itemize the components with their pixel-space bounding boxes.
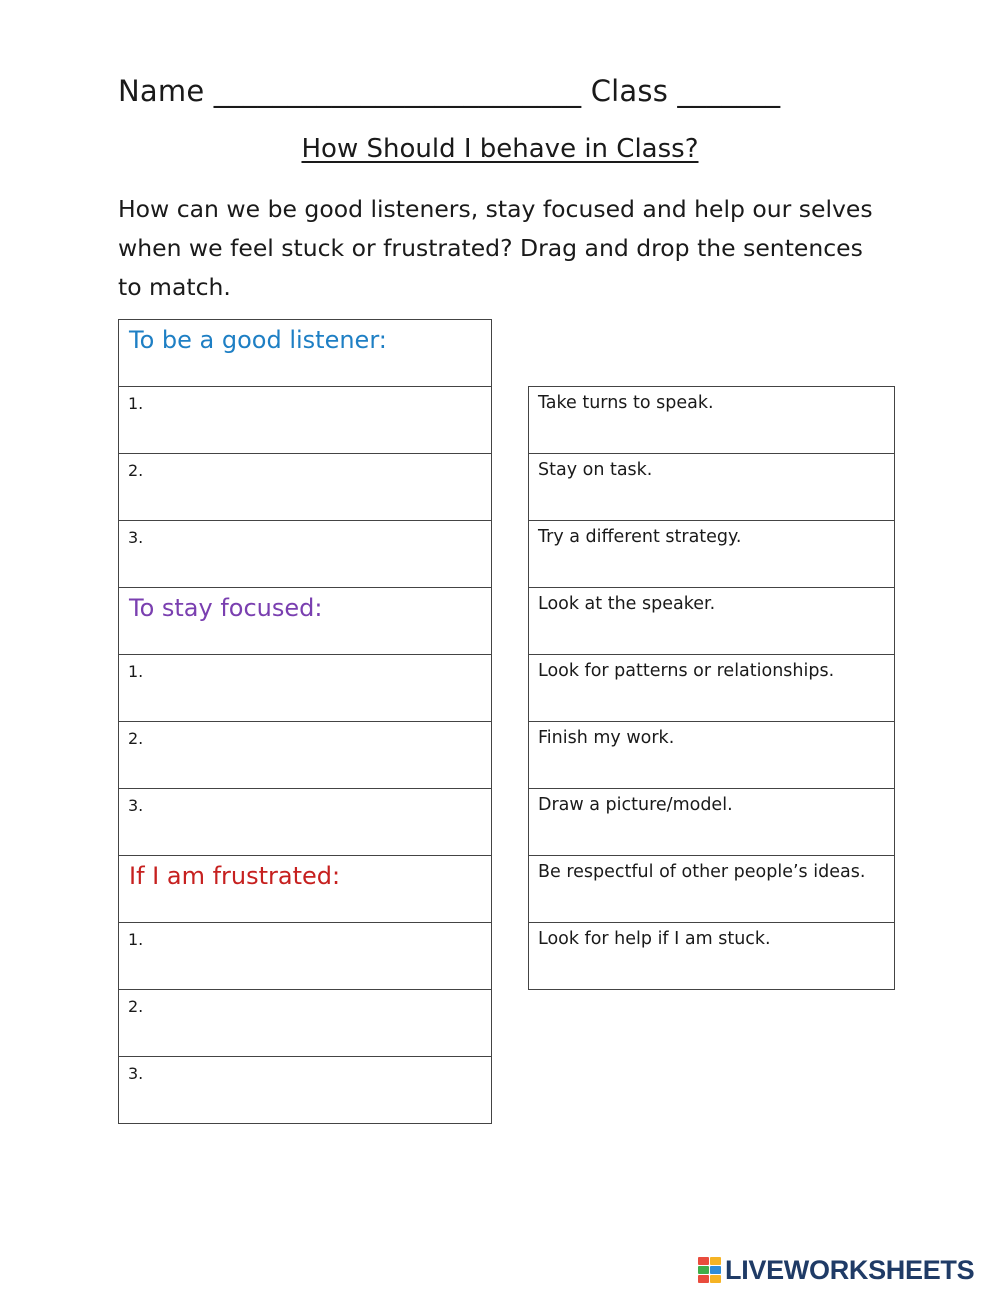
liveworksheets-brand [698,1255,974,1285]
logo-block [710,1257,721,1265]
section-heading-focused [119,588,492,655]
name-blank[interactable]: _________________________ [213,74,582,108]
drop-zone[interactable] [119,387,492,454]
row-number: 3. [128,1064,144,1083]
sentence-text: Stay on task. [538,460,653,480]
class-blank[interactable]: _______ [677,74,781,108]
name-label: Name [118,74,205,108]
row-number: 2. [128,997,144,1016]
drop-zone[interactable] [119,990,492,1057]
row-number: 3. [128,796,144,815]
answer-table [118,319,492,1124]
draggable-sentence[interactable] [529,655,895,722]
logo-block [698,1275,709,1283]
draggable-sentence[interactable] [529,856,895,923]
brand-text: LIVEWORKSHEETS [725,1254,975,1285]
section-heading-frustrated [119,856,492,923]
name-class-line [118,74,898,108]
drop-zone[interactable] [119,722,492,789]
sentence-text: Finish my work. [538,728,675,748]
row-number: 2. [128,461,144,480]
sentence-text: Look for help if I am stuck. [538,929,771,949]
row-number: 1. [128,930,144,949]
section-heading-listener [119,320,492,387]
liveworksheets-logo-icon [698,1257,722,1283]
sentence-text: Look for patterns or relationships. [538,661,835,681]
sentence-text: Be respectful of other people’s ideas. [538,862,866,882]
draggable-sentence[interactable] [529,387,895,454]
row-number: 3. [128,528,144,547]
draggable-sentence[interactable] [529,521,895,588]
heading-text: To be a good listener: [129,326,387,354]
sentence-bank [528,386,895,990]
draggable-sentence[interactable] [529,923,895,990]
drop-zone[interactable] [119,923,492,990]
sentence-text: Take turns to speak. [538,393,714,413]
class-label: Class [590,74,668,108]
draggable-sentence[interactable] [529,588,895,655]
drop-zone[interactable] [119,655,492,722]
worksheet-title: How Should I behave in Class? [301,134,699,164]
drop-zone[interactable] [119,789,492,856]
draggable-sentence[interactable] [529,789,895,856]
logo-block [698,1266,709,1274]
row-number: 2. [128,729,144,748]
sentence-text: Draw a picture/model. [538,795,733,815]
drop-zone[interactable] [119,1057,492,1124]
sentence-text: Try a different strategy. [538,527,742,547]
row-number: 1. [128,662,144,681]
logo-block [710,1275,721,1283]
drop-zone[interactable] [119,521,492,588]
drop-zone[interactable] [119,454,492,521]
instructions: How can we be good listeners, stay focused and help our selves when we feel stuck or frustrated? Drag and drop the sentences to match. [118,195,873,301]
heading-text: If I am frustrated: [129,862,341,890]
heading-text: To stay focused: [129,594,323,622]
draggable-sentence[interactable] [529,454,895,521]
draggable-sentence[interactable] [529,722,895,789]
logo-block [698,1257,709,1265]
logo-block [710,1266,721,1274]
sentence-text: Look at the speaker. [538,594,716,614]
row-number: 1. [128,394,144,413]
